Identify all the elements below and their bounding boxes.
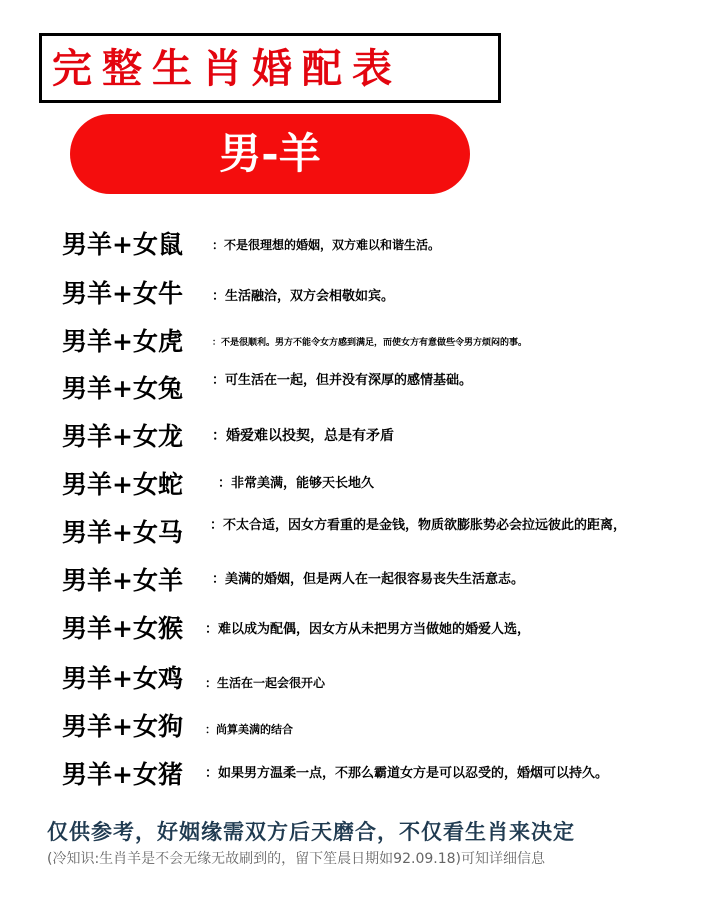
pair-description: ：可生活在一起，但并没有深厚的感情基础。	[212, 373, 473, 388]
pair-description: ：如果男方温柔一点，不那么霸道女方是可以忍受的，婚烟可以持久。	[205, 766, 609, 781]
pair-description: ：生活融洽，双方会相敬如宾。	[212, 289, 395, 304]
pair-label: 男羊+女兔	[62, 374, 183, 403]
title-box	[39, 33, 501, 103]
pair-label: 男羊+女鼠	[62, 230, 183, 259]
disclaimer: 仅供参考，好姻缘需双方后天磨合，不仅看生肖来决定	[47, 820, 575, 844]
pair-description: ：不太合适，因女方看重的是金钱，物质欲膨胀势必会拉远彼此的距离，	[210, 518, 627, 533]
trivia-note: (冷知识:生肖羊是不会无缘无故刷到的，留下笙晨日期如92.09.18)可知详细信息	[47, 851, 545, 867]
pair-description: ：生活在一起会很开心	[205, 676, 326, 690]
pair-label: 男羊+女鸡	[62, 664, 183, 693]
pair-description: ：美满的婚姻，但是两人在一起很容易丧失生活意志。	[212, 572, 525, 587]
pair-description: ：不是很顺利。男方不能令女方感到满足，而使女方有意做些令男方烦闷的事。	[212, 338, 528, 348]
pair-label: 男羊+女马	[62, 518, 183, 547]
pair-description: ：非常美满，能够天长地久	[218, 476, 375, 491]
pair-description: ：婚爱难以投契，总是有矛盾	[212, 428, 394, 444]
pair-label: 男羊+女猴	[62, 614, 183, 643]
pair-description: ：尚算美满的结合	[205, 723, 293, 736]
pair-label: 男羊+女羊	[62, 566, 183, 595]
pair-label: 男羊+女龙	[62, 422, 183, 451]
pair-label: 男羊+女蛇	[62, 470, 183, 499]
pair-label: 男羊+女猪	[62, 760, 183, 789]
page-title: 完整生肖婚配表	[52, 46, 402, 92]
pair-label: 男羊+女牛	[62, 279, 183, 308]
banner	[70, 114, 470, 194]
pair-description: ：难以成为配偶，因女方从未把男方当做她的婚爱人选，	[205, 622, 531, 637]
pair-description: ：不是很理想的婚姻，双方难以和谐生活。	[212, 238, 441, 252]
banner-label: 男-羊	[219, 129, 321, 178]
pair-label: 男羊+女虎	[62, 327, 183, 356]
pair-label: 男羊+女狗	[62, 712, 183, 741]
